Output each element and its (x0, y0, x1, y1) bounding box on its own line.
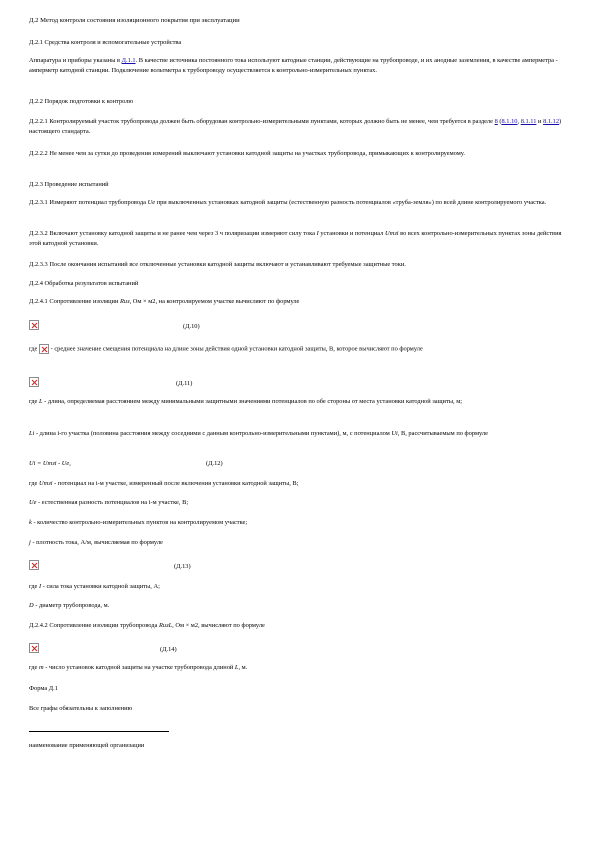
link-8-1-10[interactable]: 8.1.10 (501, 118, 518, 125)
equation-number-d11: (Д.11) (176, 380, 193, 387)
equation-number-d10: (Д.10) (183, 323, 200, 330)
paragraph-d233: Д.2.3.3 После окончания испытаний все отключенные установки катодной защиты включают и устанавливают требуемые защитные токи. (29, 261, 406, 268)
paragraph-d221: Д.2.2.1 Контролируемый участок трубопровода должен быть оборудован контрольно-измерительными пунктами, которых должно быть не менее, чем требуется в разделе 8 (8.1.10, 8.1.11 и 8.1.12) настоящего стандарта. (29, 118, 562, 135)
equation-number-d12: (Д.12) (206, 460, 223, 467)
formula-d14-image-icon (29, 643, 39, 653)
paragraph-d241: Д.2.4.1 Сопротивление изоляции Rиз, Ом × м2, на контролируемом участке вычисляют по формуле (29, 298, 300, 305)
paragraph-d231: Д.2.3.1 Измеряют потенциал трубопровода Uе при выключенных установках катодной защиты (естественную разность потенциалов «труба-земля») по всей длине контролируемого участка. (29, 199, 547, 206)
paragraph-where-I: где I - сила тока установки катодной защиты, А; (29, 583, 160, 590)
organization-name-line (29, 731, 169, 732)
link-d11[interactable]: Д.1.1 (121, 57, 136, 64)
paragraph-D: D - диаметр трубопровода, м. (29, 602, 110, 609)
paragraph-d242: Д.2.4.2 Сопротивление изоляции трубопровода RизL, Ом × м2, вычисляют по формуле (29, 622, 265, 629)
paragraph-d232: Д.2.3.2 Включают установку катодной защиты и не ранее чем через 3 ч поляризации измеряют силу тока I установки и потенциал Uтзi во всех контрольно-измерительных пунктах зоны действия этой катодной установки. (29, 230, 562, 247)
paragraph-k: k - количество контрольно-измерительных пунктов на контролируемом участке; (29, 519, 248, 526)
formula-d10-image-icon (29, 320, 39, 330)
formula-ui: Ui = Uтзi - Uе, (29, 460, 71, 467)
link-8-1-12[interactable]: 8.1.12 (543, 118, 560, 125)
paragraph-where-utzi: где Uтзi - потенциал на i-м участке, измеренный после включения установки катодной защиты, В; (29, 480, 299, 487)
paragraph-d222: Д.2.2.2 Не менее чем за сутки до проведения измерений выключают установки катодной защиты на участках трубопровода, примыкающих к контролируемому. (29, 150, 465, 157)
delta-u-image-icon (39, 344, 49, 354)
paragraph-ue: Uе - естественная разность потенциалов на i-м участке, В; (29, 499, 189, 506)
paragraph-equipment: Аппаратура и приборы указаны в Д.1.1. В качестве источника постоянного тока используют катодные станции, действующие на трубопроводе, и их анодные заземления, в качестве амперметра - амперметр катодной станции. Подключение вольтметра к трубопроводу осуществляется к контрольно-измерительных пунктах. (29, 57, 558, 74)
organization-label: наименование применяющей организации (29, 742, 145, 749)
formula-d11-image-icon (29, 377, 39, 387)
formula-d13-image-icon (29, 560, 39, 570)
equation-number-d14: (Д.14) (160, 646, 177, 653)
subsection-title-d24: Д.2.4 Обработка результатов испытаний (29, 280, 139, 287)
form-note: Все графы обязательны к заполнению (29, 705, 133, 712)
equation-number-d13: (Д.13) (174, 563, 191, 570)
subsection-title-d21: Д.2.1 Средства контроля и вспомогательные устройства (29, 39, 182, 46)
paragraph-where-m: где m - число установок катодной защиты на участке трубопровода длиной L, м. (29, 664, 248, 671)
link-8-1-11[interactable]: 8.1.11 (520, 118, 537, 125)
paragraph-where-delta-u: где - среднее значение смещения потенциала на длине зоны действия одной установки катодной защиты, В, которое вычисляют по формуле (29, 345, 423, 353)
form-title: Форма Д.1 (29, 685, 58, 692)
paragraph-where-L: где L - длина, определяемая расстоянием между минимальными защитными значениями потенциалов по обе стороны от места установки катодной защиты, м; (29, 398, 463, 405)
section-heading: Д.2 Метод контроля состояния изоляционного покрытия при эксплуатации (29, 17, 240, 24)
paragraph-li: Li - длина i-го участка (половина расстояния между соседними с данным контрольно-измерительными пунктами), м, с потенциалом Ui, В, рассчитываемым по формуле (29, 430, 488, 437)
subsection-title-d22: Д.2.2 Порядок подготовки к контролю (29, 98, 134, 105)
paragraph-j: j - плотность тока, А/м, вычисляемая по формуле (29, 539, 163, 546)
subsection-title-d23: Д.2.3 Проведение испытаний (29, 181, 109, 188)
link-section-8[interactable]: 8 (494, 118, 498, 125)
